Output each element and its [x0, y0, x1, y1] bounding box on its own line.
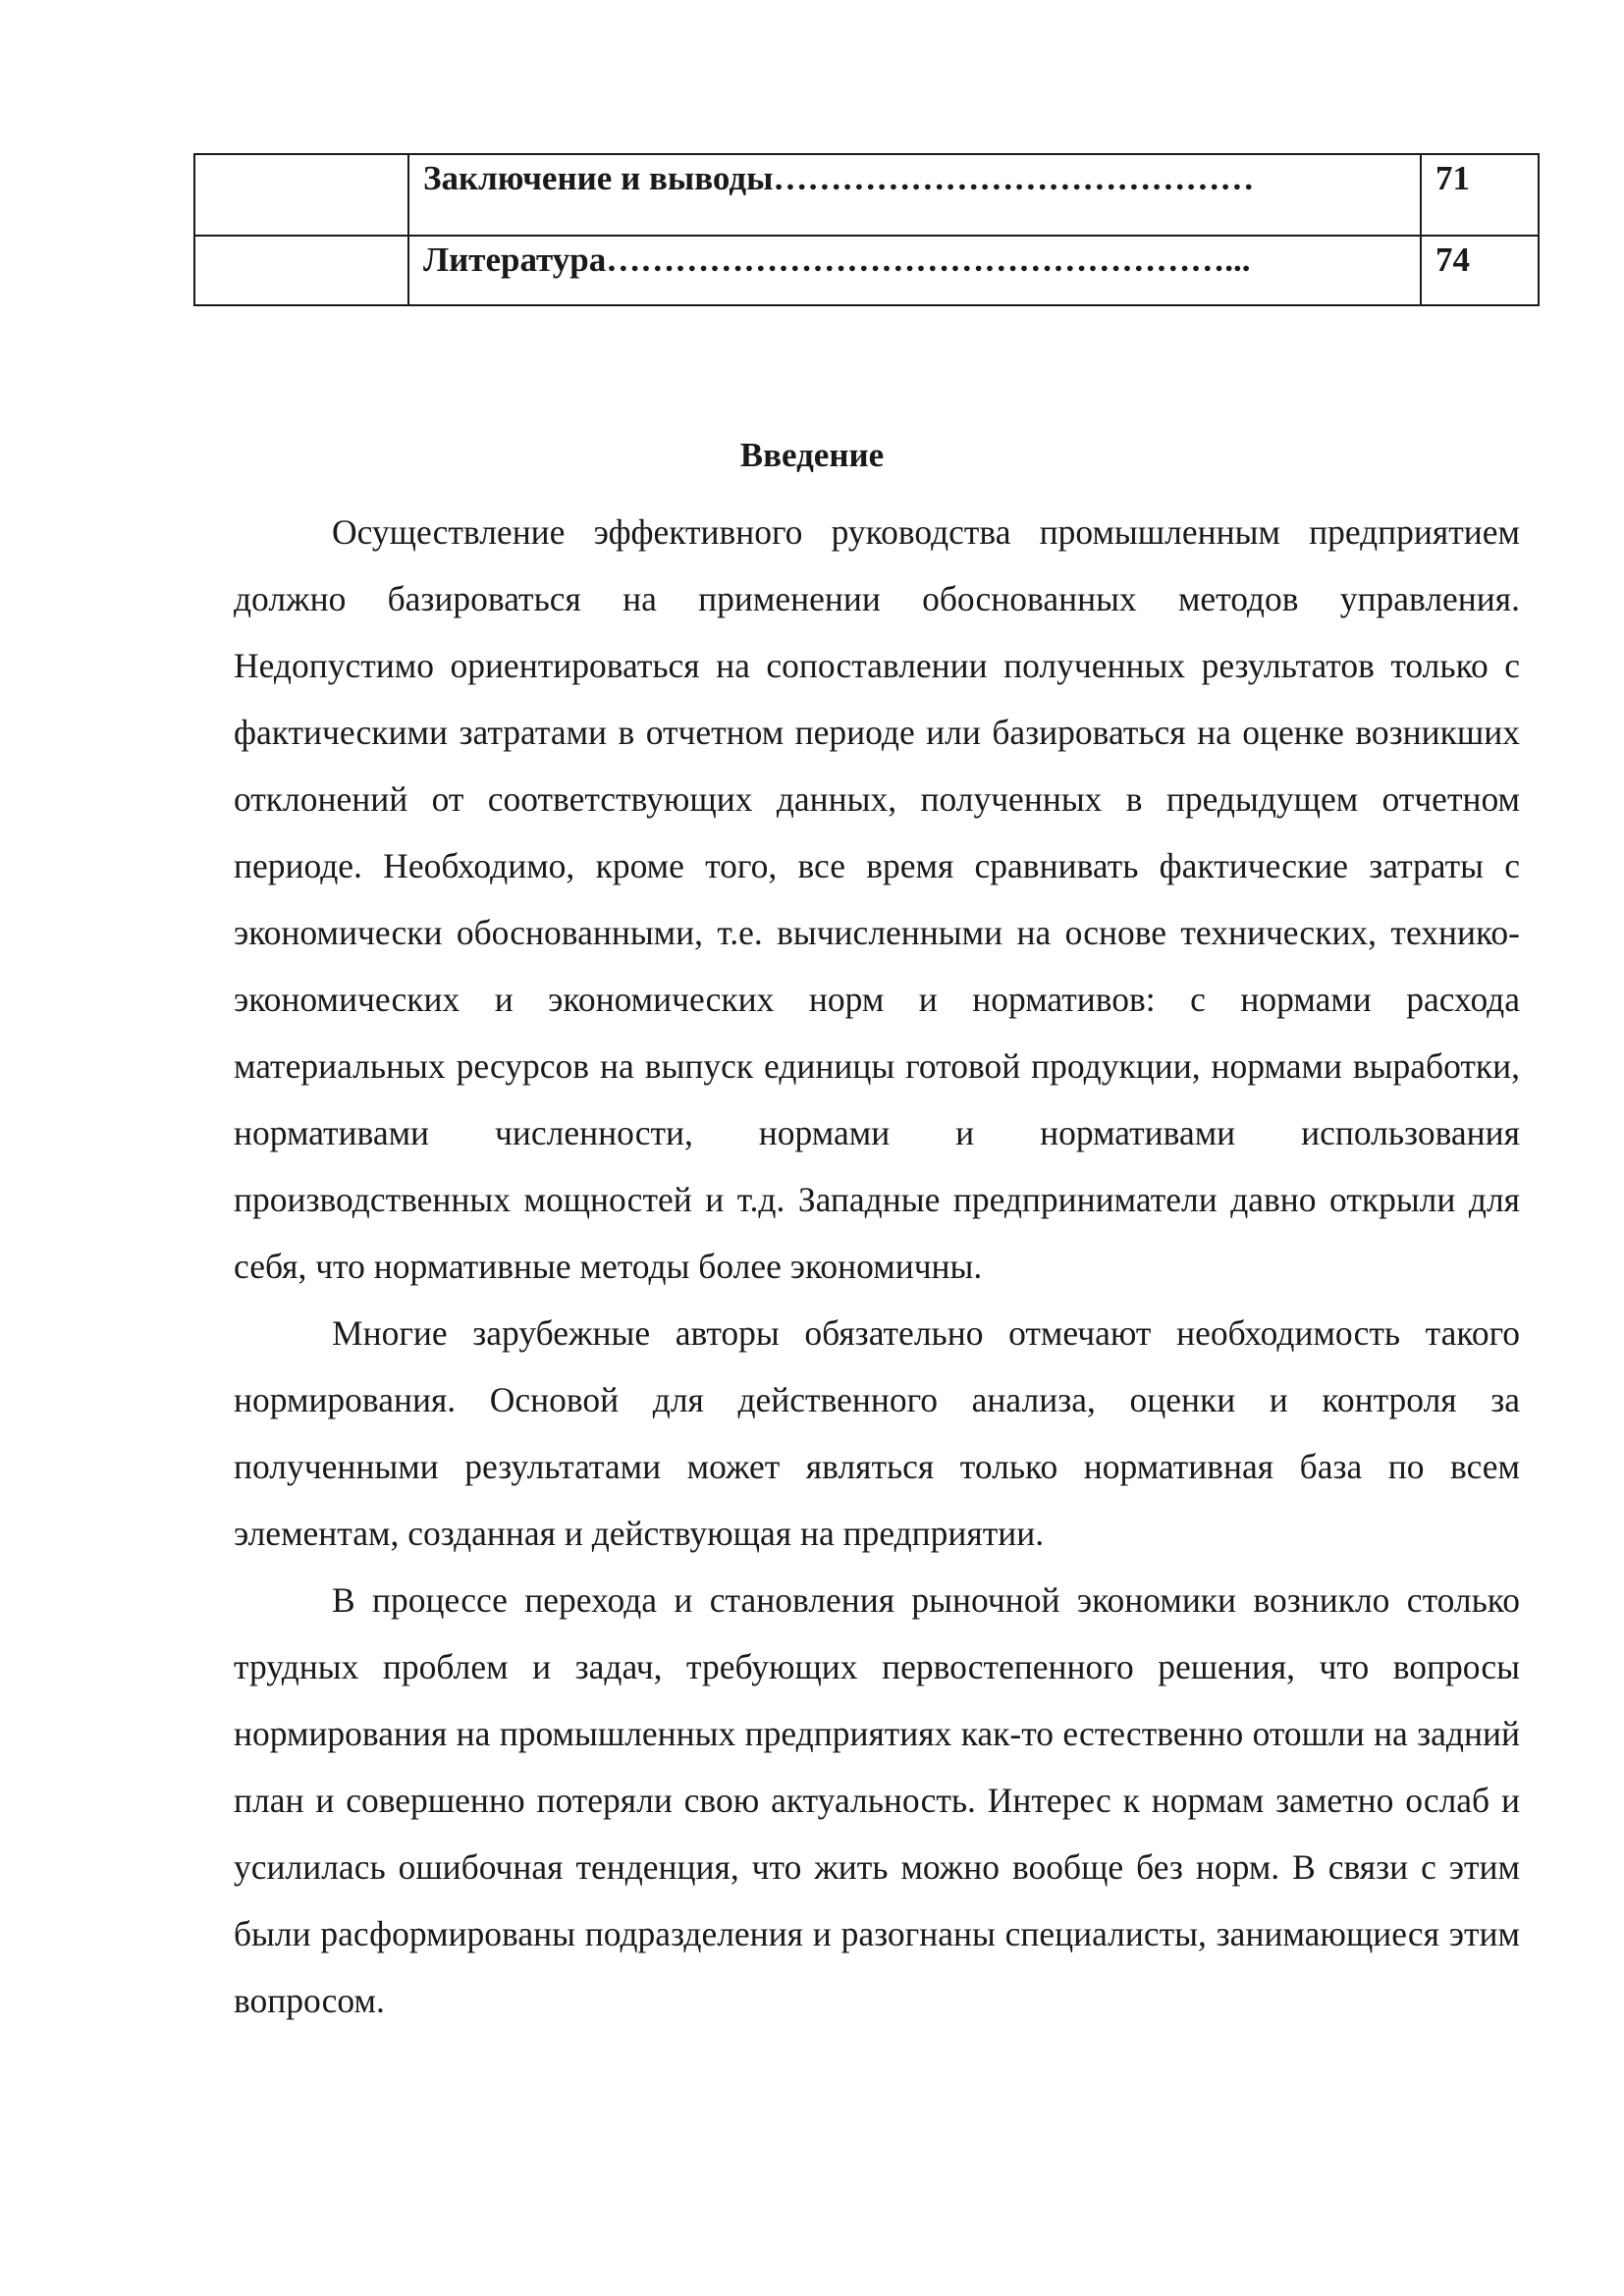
- toc-entry-title: Литература………………………………………………...: [408, 236, 1421, 305]
- toc-entry-page: 71: [1421, 154, 1539, 236]
- section-heading: Введение: [739, 436, 885, 474]
- toc-row: [194, 236, 1539, 305]
- toc-entry-page: 74: [1421, 236, 1539, 305]
- table-of-contents: [193, 153, 1540, 306]
- paragraph: Многие зарубежные авторы обязательно отмечают необходимость такого нормирования. Основой для действенного анализа, оценки и контроля за полученными результатами может являться только нормативная база по всем элементам, созданная и действующая на предприятии.: [234, 1313, 1520, 1553]
- section-body: [234, 499, 1520, 2034]
- paragraph: В процессе перехода и становления рыночной экономики возникло столько трудных проблем и задач, требующих первостепенного решения, что вопросы нормирования на промышленных предприятиях как-то естественно отошли на задний план и совершенно потеряли свою актуальность. Интерес к нормам заметно ослаб и усилилась ошибочная тенденция, что жить можно вообще без норм. В связи с этим были расформированы подразделения и разогнаны специалисты, занимающиеся этим вопросом.: [234, 1580, 1520, 2020]
- toc-row: [194, 154, 1539, 236]
- toc-empty-cell: [194, 236, 408, 305]
- paragraph: Осуществление эффективного руководства промышленным предприятием должно базироваться на применении обоснованных методов управления. Недопустимо ориентироваться на сопоставлении полученных результатов только с фактическими затратами в отчетном периоде или базироваться на оценке возникших отклонений от соответствующих данных, полученных в предыдущем отчетном периоде. Необходимо, кроме того, все время сравнивать фактические затраты с экономически обоснованными, т.е. вычисленными на основе технических, технико-экономических и экономических норм и нормативов: с нормами расхода материальных ресурсов на выпуск единицы готовой продукции, нормами выработки, нормативами численности, нормами и нормативами использования производственных мощностей и т.д. Западные предприниматели давно открыли для себя, что нормативные методы более экономичны.: [234, 512, 1520, 1286]
- toc-empty-cell: [194, 154, 408, 236]
- toc-entry-title: Заключение и выводы……………………………………: [408, 154, 1421, 236]
